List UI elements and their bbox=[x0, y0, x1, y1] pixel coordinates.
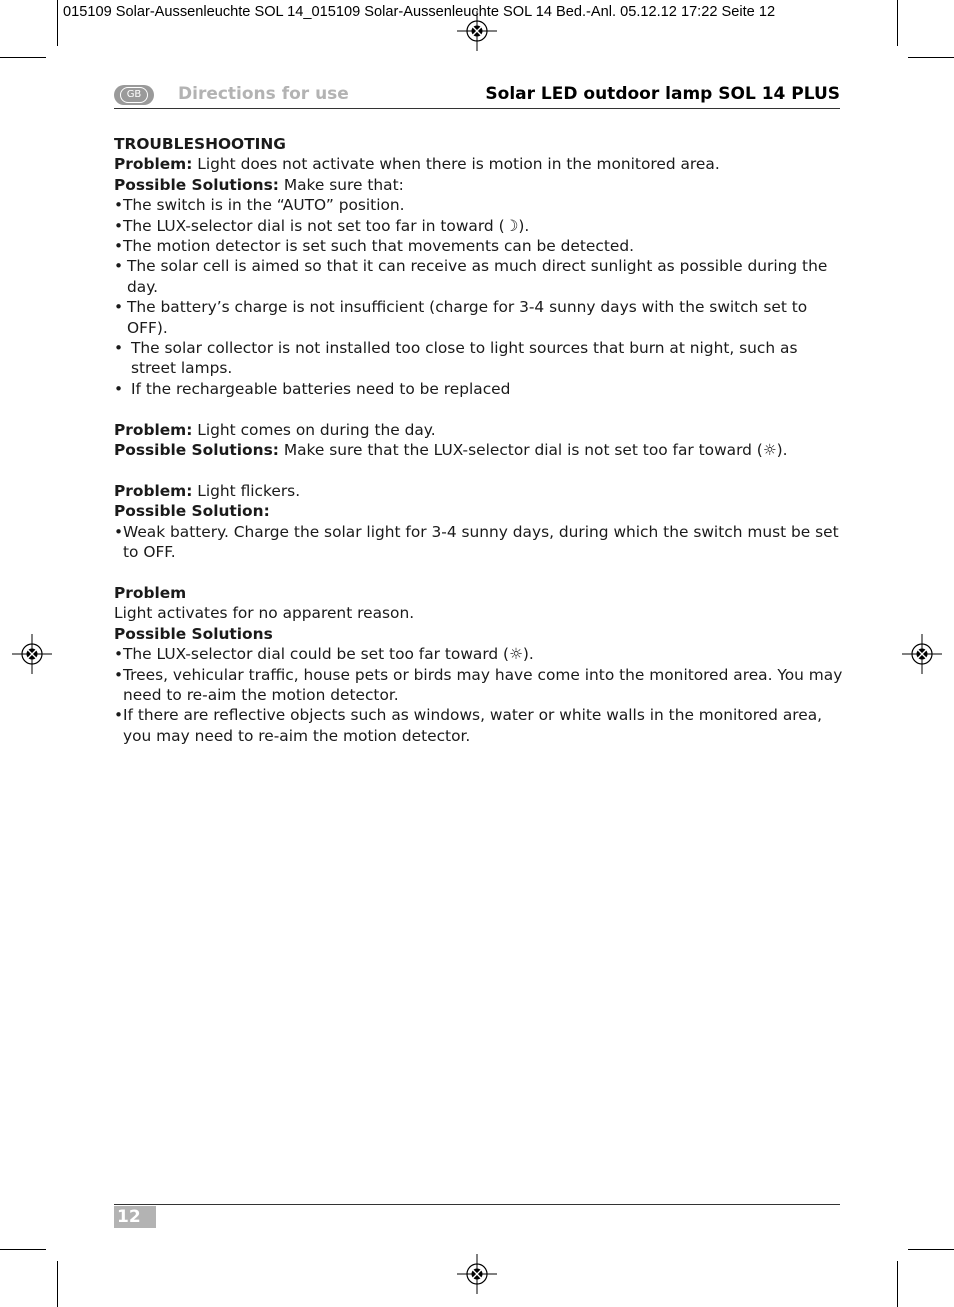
problem-text: Light flickers. bbox=[197, 481, 301, 500]
problem-label: Problem bbox=[114, 583, 187, 602]
crop-mark bbox=[0, 57, 46, 58]
section-title: Directions for use bbox=[178, 84, 349, 104]
problem-label: Problem: bbox=[114, 420, 193, 439]
crop-mark bbox=[57, 0, 58, 46]
list-item: • Trees, vehicular traffic, house pets or birds may have come into the monitored area. You may need to re-aim the motion detector. bbox=[114, 665, 843, 704]
print-header: 015109 Solar-Aussenleuchte SOL 14_015109 Solar-Aussenleuchte SOL 14 Bed.-Anl. 05.12.12 17:22 Seite 12 bbox=[63, 4, 776, 20]
page-number: 12 bbox=[114, 1206, 156, 1228]
problem-line bbox=[114, 420, 844, 440]
language-code: GB bbox=[120, 87, 148, 103]
registration-mark-icon bbox=[457, 1254, 497, 1294]
header-divider bbox=[114, 108, 840, 109]
crop-mark bbox=[897, 1261, 898, 1307]
crop-mark bbox=[57, 1261, 58, 1307]
registration-mark-icon bbox=[12, 634, 52, 674]
language-badge bbox=[114, 85, 154, 105]
problem-label: Problem: bbox=[114, 155, 193, 174]
solution-label: Possible Solution: bbox=[114, 502, 270, 521]
solutions-label: Possible Solutions: bbox=[114, 175, 279, 194]
registration-mark-icon bbox=[457, 11, 497, 51]
registration-mark-icon bbox=[902, 634, 942, 674]
solution-text: Make sure that the LUX-selector dial is not set too far toward (☼). bbox=[283, 441, 788, 460]
problem-line bbox=[114, 481, 844, 501]
list-item: • The LUX-selector dial is not set too far in toward (☽). bbox=[114, 216, 530, 235]
problem-text: Light does not activate when there is motion in the monitored area. bbox=[197, 155, 720, 174]
solutions-line bbox=[114, 440, 844, 460]
list-item: • The switch is in the “AUTO” position. bbox=[114, 196, 405, 215]
list-item: • If the rechargeable batteries need to be replaced bbox=[114, 379, 511, 398]
product-title: Solar LED outdoor lamp SOL 14 PLUS bbox=[485, 84, 840, 104]
crop-mark bbox=[908, 1249, 954, 1250]
solutions-label: Possible Solutions bbox=[114, 624, 273, 643]
problem-label: Problem: bbox=[114, 481, 193, 500]
crop-mark bbox=[0, 1249, 46, 1250]
list-item: • If there are reflective objects such as windows, water or white walls in the monitored area, you may need to re-aim the motion detector. bbox=[114, 706, 823, 745]
solutions-intro: Make sure that: bbox=[283, 175, 404, 194]
list-item: • The solar collector is not installed too close to light sources that burn at night, such as street lamps. bbox=[114, 339, 798, 378]
list-item: • The motion detector is set such that movements can be detected. bbox=[114, 237, 634, 256]
section-heading: TROUBLESHOOTING bbox=[114, 135, 286, 153]
solutions-line bbox=[114, 175, 844, 195]
list-item: • The LUX-selector dial could be set too far toward (☼). bbox=[114, 645, 534, 664]
problem-text: Light comes on during the day. bbox=[197, 420, 436, 439]
crop-mark bbox=[897, 0, 898, 46]
problem-text: Light activates for no apparent reason. bbox=[114, 604, 415, 623]
solutions-label: Possible Solutions: bbox=[114, 441, 279, 460]
problem-line bbox=[114, 154, 844, 174]
list-item: • The battery’s charge is not insufficient (charge for 3-4 sunny days with the switch set to OFF). bbox=[114, 298, 808, 337]
list-item: • The solar cell is aimed so that it can receive as much direct sunlight as possible during the day. bbox=[114, 257, 828, 296]
crop-mark bbox=[908, 57, 954, 58]
troubleshooting-section bbox=[114, 134, 844, 746]
list-item: • Weak battery. Charge the solar light for 3-4 sunny days, during which the switch must be set to OFF. bbox=[114, 522, 839, 562]
footer-divider bbox=[114, 1204, 840, 1205]
